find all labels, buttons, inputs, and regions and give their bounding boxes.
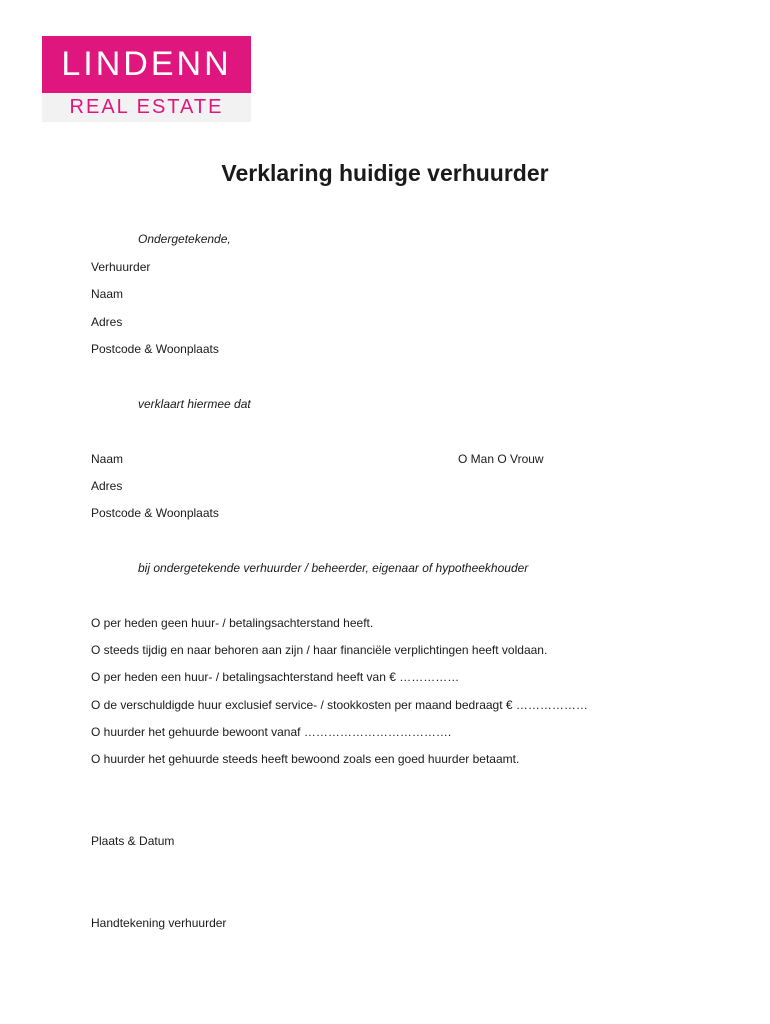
field-tenant-address: Adres — [91, 479, 123, 493]
field-tenant-postcode-city: Postcode & Woonplaats — [91, 506, 219, 520]
option-no-arrears[interactable]: O per heden geen huur- / betalingsachterstand heeft. — [91, 616, 374, 630]
intro-undersigned: Ondergetekende, — [138, 232, 231, 246]
document-title: Verklaring huidige verhuurder — [221, 160, 549, 186]
option-monthly-rent[interactable]: O de verschuldigde huur exclusief service- / stookkosten per maand bedraagt € ……………… — [91, 698, 588, 712]
gender-options[interactable]: O Man O Vrouw — [458, 452, 544, 466]
field-landlord-name: Naam — [91, 287, 124, 301]
company-logo — [42, 36, 251, 122]
option-obligations-met[interactable]: O steeds tijdig en naar behoren aan zijn / haar financiële verplichtingen heeft voldaan. — [91, 643, 548, 657]
intro-landlord-role: bij ondergetekende verhuurder / beheerder, eigenaar of hypotheekhouder — [138, 561, 529, 575]
signature-label: Handtekening verhuurder — [91, 916, 227, 930]
option-good-tenant[interactable]: O huurder het gehuurde steeds heeft bewoond zoals een goed huurder betaamt. — [91, 752, 520, 766]
place-date-label: Plaats & Datum — [91, 834, 175, 848]
field-tenant-name: Naam — [91, 452, 124, 466]
logo-subtitle: REAL ESTATE — [69, 96, 224, 118]
field-landlord-postcode-city: Postcode & Woonplaats — [91, 342, 219, 356]
field-landlord-address: Adres — [91, 315, 123, 329]
field-landlord: Verhuurder — [91, 260, 151, 274]
intro-declares: verklaart hiermee dat — [138, 397, 251, 411]
option-resident-since[interactable]: O huurder het gehuurde bewoont vanaf ………………………………. — [91, 725, 452, 739]
option-arrears-amount[interactable]: O per heden een huur- / betalingsachterstand heeft van € …………… — [91, 670, 460, 684]
logo-brand-text: LINDENN — [61, 45, 232, 83]
logo-brand-block — [42, 36, 251, 93]
